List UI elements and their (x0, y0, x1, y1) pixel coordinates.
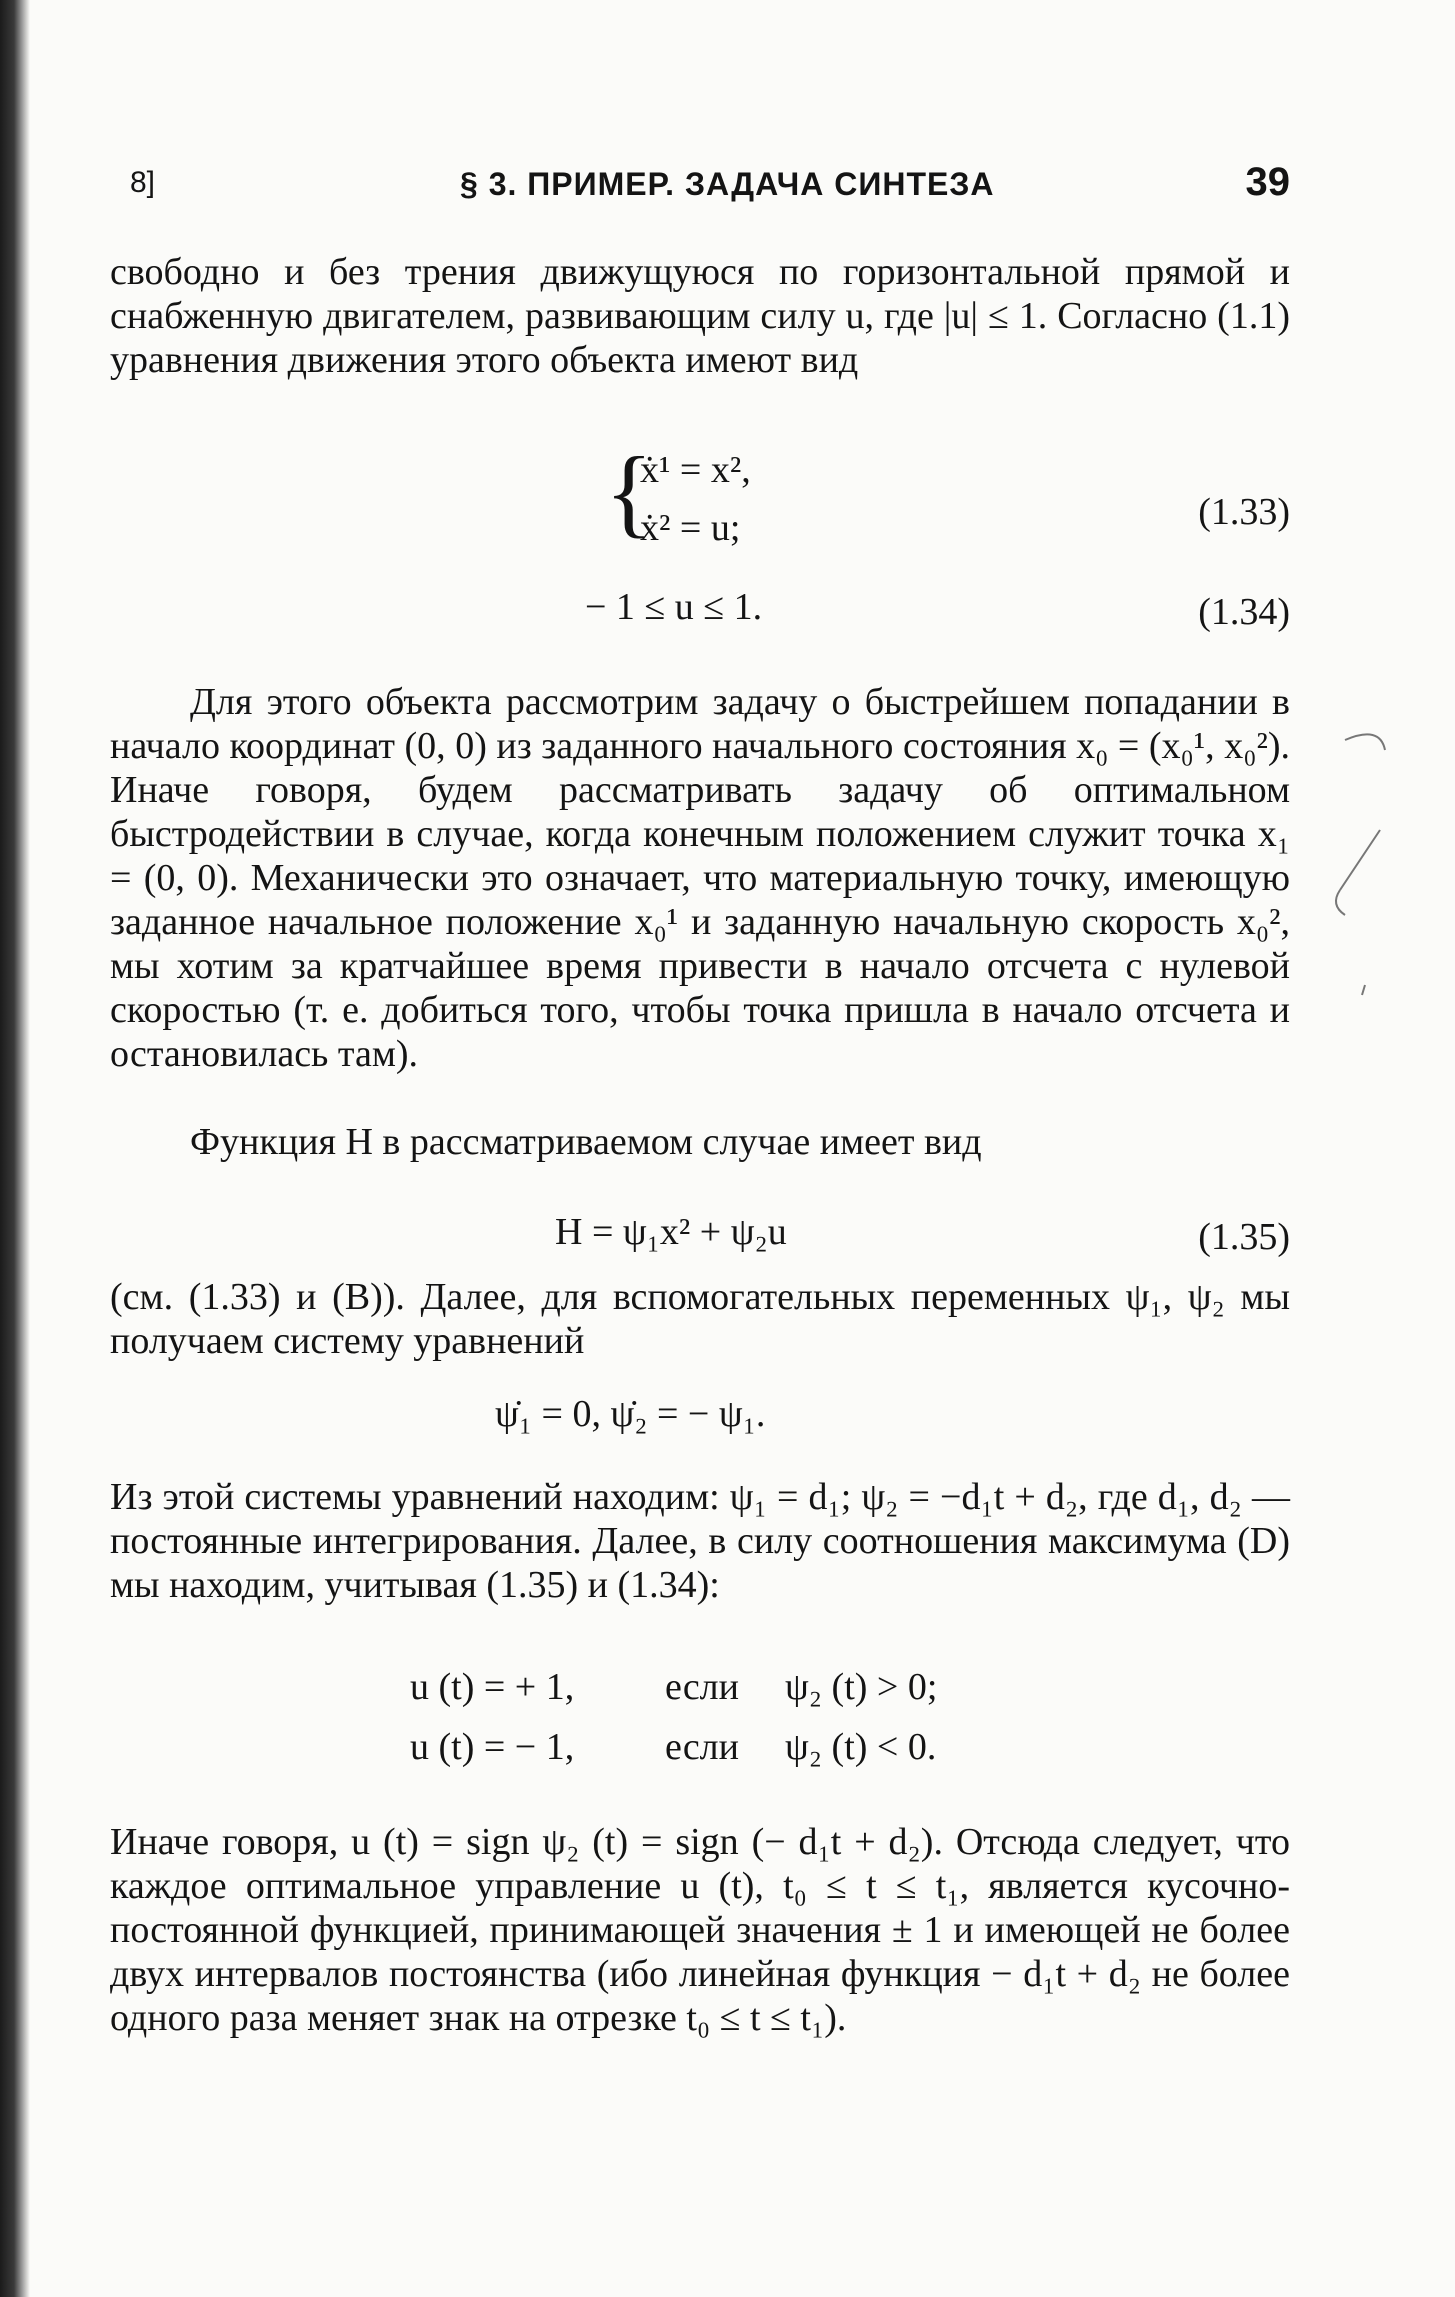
paragraph-1: свободно и без трения движущуюся по горизонтальной прямой и снабженную двигателем, развивающим силу u, где |u| ≤ 1. Согласно (1.1) уравнения движения этого объекта имеют вид (110, 251, 1290, 381)
equation-1-34: − 1 ≤ u ≤ 1. (585, 586, 763, 628)
equation-psi-system: ψ̇₁ = 0, ψ̇₂ = − ψ₁. (495, 1393, 766, 1435)
paragraph-5: Из этой системы уравнений находим: ψ₁ = d₁; ψ₂ = −d₁t + d₂, где d₁, d₂ — постоянные интегрирования. Далее, в силу соотношения максимума (D) мы находим, учитывая (1.35) и (1.34): (110, 1476, 1290, 1606)
paragraph-6: Иначе говоря, u (t) = sign ψ₂ (t) = sign (− d₁t + d₂). Отсюда следует, что каждое оптимальное управление u (t), t₀ ≤ t ≤ t₁, является кусочно-постоянной функцией, принимающей значения ± 1 и имеющей не более двух интервалов постоянства (ибо линейная функция − d₁t + d₂ не более одного раза меняет знак на отрезке t₀ ≤ t ≤ t₁). (110, 1821, 1290, 2039)
scan-binding-edge (0, 0, 30, 2297)
equation-1-35: H = ψ₁x² + ψ₂u (555, 1211, 787, 1253)
control-law-2-if: если (665, 1726, 739, 1768)
control-law-2-condition: ψ₂ (t) < 0. (785, 1726, 937, 1768)
running-header (130, 160, 1290, 210)
control-law-2-left: u (t) = − 1, (410, 1726, 575, 1768)
page-number: 39 (1245, 160, 1290, 204)
equation-number-1-34: (1.34) (1198, 591, 1290, 633)
control-law-1-if: если (665, 1666, 739, 1708)
paragraph-4: (см. (1.33) и (B)). Далее, для вспомогательных переменных ψ₁, ψ₂ мы получаем систему уравнений (110, 1276, 1290, 1362)
paragraph-2: Для этого объекта рассмотрим задачу о быстрейшем попадании в начало координат (0, 0) из заданного начального состояния x₀ = (x₀¹, x₀²). Иначе говоря, будем рассматривать задачу об оптимальном быстродействии в случае, когда конечным положением служит точка x₁ = (0, 0). Механически это означает, что материальную точку, имеющую заданное начальное положение x₀¹ и заданную начальную скорость x₀², мы хотим за кратчайшее время привести в начало отсчета с нулевой скоростью (т. е. добиться того, чтобы точка пришла в начало отсчета и остановилась там). (110, 681, 1290, 1075)
control-law-1-left: u (t) = + 1, (410, 1666, 575, 1708)
control-law-1-condition: ψ₂ (t) > 0; (785, 1666, 938, 1708)
section-title: § 3. ПРИМЕР. ЗАДАЧА СИНТЕЗА (460, 166, 995, 202)
paragraph-3: Функция H в рассматриваемом случае имеет вид (190, 1121, 982, 1163)
margin-pencil-mark (1310, 720, 1420, 1020)
section-marker: 8] (130, 166, 156, 199)
system-brace: { (605, 436, 653, 547)
equation-1-33-line-2: ẋ² = u; (640, 507, 741, 549)
equation-number-1-33: (1.33) (1198, 491, 1290, 533)
equation-1-33-line-1: ẋ¹ = x², (640, 449, 751, 491)
equation-number-1-35: (1.35) (1198, 1216, 1290, 1258)
